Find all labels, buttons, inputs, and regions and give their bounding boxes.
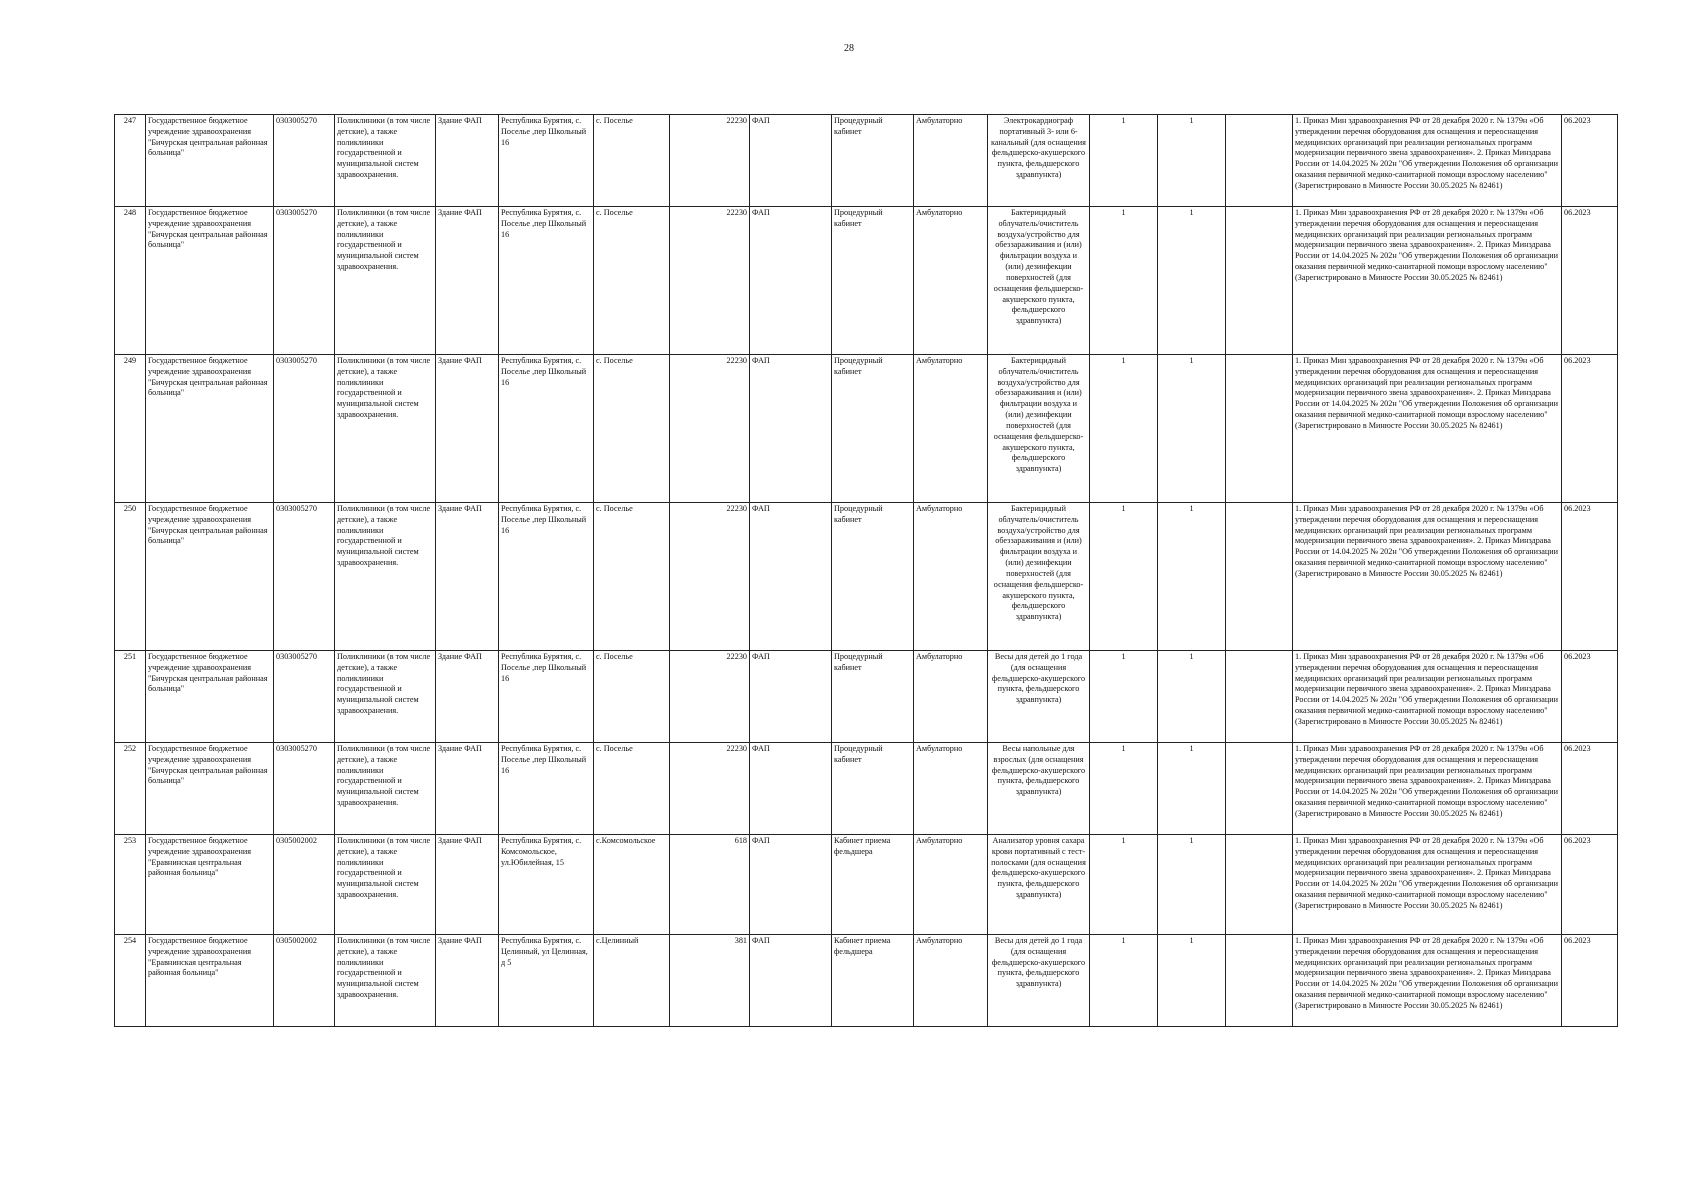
cabinet: Кабинет приема фельдшера [832,935,914,1027]
equipment-name: Электрокардиограф портативный 3- или 6-канальный (для оснащения фельдшерско-акушерского пункта, фельдшерского здравпункта) [988,115,1090,207]
building: Здание ФАП [436,651,499,743]
legal-basis: 1. Приказ Мин здравоохранения РФ от 28 декабря 2020 г. № 1379н «Об утверждении перечня оборудования для оснащения и переоснащения медицинских организаций при реализации региональных программ модернизации первичного звена здравоохранения». 2. Приказ Минздрава России от 14.04.2025 № 202н "Об утверждении Положения об организации оказания первичной медико-санитарной помощи взрослому населению" (Зарегистрировано в Минюсте России 30.05.2025 № 82461) [1293,503,1562,651]
date: 06.2023 [1562,115,1618,207]
building: Здание ФАП [436,115,499,207]
unit-type: ФАП [750,115,832,207]
equipment-table [114,114,1618,1027]
address: Республика Бурятия, с. Поселье ,пер Школьный 16 [499,355,594,503]
date: 06.2023 [1562,651,1618,743]
row-number: 247 [115,115,146,207]
empty-cell [1226,503,1293,651]
unit-type: ФАП [750,935,832,1027]
care-mode: Амбулаторно [914,207,988,355]
facility-type: Поликлиники (в том числе детские), а также поликлиники государственной и муниципальной систем здравоохранения. [335,115,436,207]
org-code: 0305002002 [274,835,335,935]
unit-type: ФАП [750,207,832,355]
address: Республика Бурятия, с. Поселье ,пер Школьный 16 [499,503,594,651]
facility-type: Поликлиники (в том числе детские), а также поликлиники государственной и муниципальной систем здравоохранения. [335,743,436,835]
quantity-planned: 1 [1158,835,1226,935]
facility-type: Поликлиники (в том числе детские), а также поликлиники государственной и муниципальной систем здравоохранения. [335,935,436,1027]
date: 06.2023 [1562,935,1618,1027]
equipment-name: Бактерицидный облучатель/очиститель воздуха/устройство для обеззараживания и (или) фильтрации воздуха и (или) дезинфекции поверхностей (для оснащения фельдшерско-акушерского пункта, фельдшерского здравпункта) [988,355,1090,503]
empty-cell [1226,207,1293,355]
page-number: 28 [844,43,854,54]
facility-type: Поликлиники (в том числе детские), а также поликлиники государственной и муниципальной систем здравоохранения. [335,207,436,355]
building: Здание ФАП [436,743,499,835]
address: Республика Бурятия, с. Комсомольское, ул.Юбилейная, 15 [499,835,594,935]
equipment-name: Бактерицидный облучатель/очиститель воздуха/устройство для обеззараживания и (или) фильтрации воздуха и (или) дезинфекции поверхностей (для оснащения фельдшерско-акушерского пункта, фельдшерского здравпункта) [988,207,1090,355]
settlement: с. Поселье [594,207,670,355]
population: 22230 [670,115,750,207]
organization-name: Государственное бюджетное учреждение здравоохранения "Бичурская центральная районная больница" [146,651,274,743]
table-row [115,115,1618,207]
table-row [115,355,1618,503]
cabinet: Процедурный кабинет [832,743,914,835]
legal-basis: 1. Приказ Мин здравоохранения РФ от 28 декабря 2020 г. № 1379н «Об утверждении перечня оборудования для оснащения и переоснащения медицинских организаций при реализации региональных программ модернизации первичного звена здравоохранения». 2. Приказ Минздрава России от 14.04.2025 № 202н "Об утверждении Положения об организации оказания первичной медико-санитарной помощи взрослому населению" (Зарегистрировано в Минюсте России 30.05.2025 № 82461) [1293,207,1562,355]
population: 618 [670,835,750,935]
empty-cell [1226,835,1293,935]
cabinet: Процедурный кабинет [832,355,914,503]
building: Здание ФАП [436,207,499,355]
table-row [115,935,1618,1027]
quantity-planned: 1 [1158,743,1226,835]
facility-type: Поликлиники (в том числе детские), а также поликлиники государственной и муниципальной систем здравоохранения. [335,835,436,935]
quantity-planned: 1 [1158,115,1226,207]
date: 06.2023 [1562,835,1618,935]
organization-name: Государственное бюджетное учреждение здравоохранения "Бичурская центральная районная больница" [146,207,274,355]
address: Республика Бурятия, с. Целинный, ул Целинная, д 5 [499,935,594,1027]
quantity-required: 1 [1090,651,1158,743]
empty-cell [1226,355,1293,503]
legal-basis: 1. Приказ Мин здравоохранения РФ от 28 декабря 2020 г. № 1379н «Об утверждении перечня оборудования для оснащения и переоснащения медицинских организаций при реализации региональных программ модернизации первичного звена здравоохранения». 2. Приказ Минздрава России от 14.04.2025 № 202н "Об утверждении Положения об организации оказания первичной медико-санитарной помощи взрослому населению" (Зарегистрировано в Минюсте России 30.05.2025 № 82461) [1293,743,1562,835]
address: Республика Бурятия, с. Поселье ,пер Школьный 16 [499,743,594,835]
equipment-name: Бактерицидный облучатель/очиститель воздуха/устройство для обеззараживания и (или) фильтрации воздуха и (или) дезинфекции поверхностей (для оснащения фельдшерско-акушерского пункта, фельдшерского здравпункта) [988,503,1090,651]
org-code: 0303005270 [274,651,335,743]
date: 06.2023 [1562,355,1618,503]
empty-cell [1226,935,1293,1027]
quantity-required: 1 [1090,115,1158,207]
settlement: с. Поселье [594,115,670,207]
unit-type: ФАП [750,355,832,503]
cabinet: Процедурный кабинет [832,115,914,207]
organization-name: Государственное бюджетное учреждение здравоохранения "Еравнинская центральная районная больница" [146,835,274,935]
organization-name: Государственное бюджетное учреждение здравоохранения "Бичурская центральная районная больница" [146,355,274,503]
date: 06.2023 [1562,503,1618,651]
org-code: 0303005270 [274,207,335,355]
care-mode: Амбулаторно [914,355,988,503]
quantity-planned: 1 [1158,207,1226,355]
settlement: с. Поселье [594,651,670,743]
legal-basis: 1. Приказ Мин здравоохранения РФ от 28 декабря 2020 г. № 1379н «Об утверждении перечня оборудования для оснащения и переоснащения медицинских организаций при реализации региональных программ модернизации первичного звена здравоохранения». 2. Приказ Минздрава России от 14.04.2025 № 202н "Об утверждении Положения об организации оказания первичной медико-санитарной помощи взрослому населению" (Зарегистрировано в Минюсте России 30.05.2025 № 82461) [1293,835,1562,935]
population: 22230 [670,743,750,835]
settlement: с.Целинный [594,935,670,1027]
empty-cell [1226,743,1293,835]
population: 22230 [670,355,750,503]
row-number: 250 [115,503,146,651]
settlement: с. Поселье [594,355,670,503]
date: 06.2023 [1562,207,1618,355]
facility-type: Поликлиники (в том числе детские), а также поликлиники государственной и муниципальной систем здравоохранения. [335,503,436,651]
address: Республика Бурятия, с. Поселье ,пер Школьный 16 [499,651,594,743]
quantity-planned: 1 [1158,935,1226,1027]
cabinet: Процедурный кабинет [832,207,914,355]
care-mode: Амбулаторно [914,651,988,743]
unit-type: ФАП [750,651,832,743]
row-number: 254 [115,935,146,1027]
equipment-name: Весы напольные для взрослых (для оснащения фельдшерско-акушерского пункта, фельдшерского здравпункта) [988,743,1090,835]
equipment-name: Весы для детей до 1 года (для оснащения фельдшерско-акушерского пункта, фельдшерского здравпункта) [988,935,1090,1027]
legal-basis: 1. Приказ Мин здравоохранения РФ от 28 декабря 2020 г. № 1379н «Об утверждении перечня оборудования для оснащения и переоснащения медицинских организаций при реализации региональных программ модернизации первичного звена здравоохранения». 2. Приказ Минздрава России от 14.04.2025 № 202н "Об утверждении Положения об организации оказания первичной медико-санитарной помощи взрослому населению" (Зарегистрировано в Минюсте России 30.05.2025 № 82461) [1293,935,1562,1027]
row-number: 249 [115,355,146,503]
quantity-planned: 1 [1158,355,1226,503]
table-row [115,743,1618,835]
population: 22230 [670,207,750,355]
row-number: 251 [115,651,146,743]
organization-name: Государственное бюджетное учреждение здравоохранения "Бичурская центральная районная больница" [146,743,274,835]
care-mode: Амбулаторно [914,503,988,651]
cabinet: Процедурный кабинет [832,503,914,651]
address: Республика Бурятия, с. Поселье ,пер Школьный 16 [499,115,594,207]
legal-basis: 1. Приказ Мин здравоохранения РФ от 28 декабря 2020 г. № 1379н «Об утверждении перечня оборудования для оснащения и переоснащения медицинских организаций при реализации региональных программ модернизации первичного звена здравоохранения». 2. Приказ Минздрава России от 14.04.2025 № 202н "Об утверждении Положения об организации оказания первичной медико-санитарной помощи взрослому населению" (Зарегистрировано в Минюсте России 30.05.2025 № 82461) [1293,355,1562,503]
quantity-required: 1 [1090,743,1158,835]
population: 22230 [670,503,750,651]
org-code: 0303005270 [274,355,335,503]
org-code: 0303005270 [274,115,335,207]
unit-type: ФАП [750,503,832,651]
building: Здание ФАП [436,935,499,1027]
org-code: 0303005270 [274,743,335,835]
address: Республика Бурятия, с. Поселье ,пер Школьный 16 [499,207,594,355]
building: Здание ФАП [436,835,499,935]
unit-type: ФАП [750,835,832,935]
table-row [115,503,1618,651]
organization-name: Государственное бюджетное учреждение здравоохранения "Бичурская центральная районная больница" [146,115,274,207]
care-mode: Амбулаторно [914,743,988,835]
quantity-required: 1 [1090,503,1158,651]
row-number: 248 [115,207,146,355]
organization-name: Государственное бюджетное учреждение здравоохранения "Еравнинская центральная районная больница" [146,935,274,1027]
settlement: с. Поселье [594,743,670,835]
quantity-required: 1 [1090,835,1158,935]
equipment-name: Весы для детей до 1 года (для оснащения фельдшерско-акушерского пункта, фельдшерского здравпункта) [988,651,1090,743]
settlement: с. Поселье [594,503,670,651]
organization-name: Государственное бюджетное учреждение здравоохранения "Бичурская центральная районная больница" [146,503,274,651]
cabinet: Кабинет приема фельдшера [832,835,914,935]
table-row [115,207,1618,355]
org-code: 0303005270 [274,503,335,651]
date: 06.2023 [1562,743,1618,835]
population: 22230 [670,651,750,743]
empty-cell [1226,115,1293,207]
quantity-planned: 1 [1158,503,1226,651]
unit-type: ФАП [750,743,832,835]
empty-cell [1226,651,1293,743]
row-number: 253 [115,835,146,935]
care-mode: Амбулаторно [914,935,988,1027]
table-row [115,835,1618,935]
legal-basis: 1. Приказ Мин здравоохранения РФ от 28 декабря 2020 г. № 1379н «Об утверждении перечня оборудования для оснащения и переоснащения медицинских организаций при реализации региональных программ модернизации первичного звена здравоохранения». 2. Приказ Минздрава России от 14.04.2025 № 202н "Об утверждении Положения об организации оказания первичной медико-санитарной помощи взрослому населению" (Зарегистрировано в Минюсте России 30.05.2025 № 82461) [1293,651,1562,743]
org-code: 0305002002 [274,935,335,1027]
row-number: 252 [115,743,146,835]
legal-basis: 1. Приказ Мин здравоохранения РФ от 28 декабря 2020 г. № 1379н «Об утверждении перечня оборудования для оснащения и переоснащения медицинских организаций при реализации региональных программ модернизации первичного звена здравоохранения». 2. Приказ Минздрава России от 14.04.2025 № 202н "Об утверждении Положения об организации оказания первичной медико-санитарной помощи взрослому населению" (Зарегистрировано в Минюсте России 30.05.2025 № 82461) [1293,115,1562,207]
population: 381 [670,935,750,1027]
quantity-required: 1 [1090,355,1158,503]
building: Здание ФАП [436,355,499,503]
facility-type: Поликлиники (в том числе детские), а также поликлиники государственной и муниципальной систем здравоохранения. [335,355,436,503]
settlement: с.Комсомольское [594,835,670,935]
building: Здание ФАП [436,503,499,651]
quantity-planned: 1 [1158,651,1226,743]
cabinet: Процедурный кабинет [832,651,914,743]
facility-type: Поликлиники (в том числе детские), а также поликлиники государственной и муниципальной систем здравоохранения. [335,651,436,743]
care-mode: Амбулаторно [914,835,988,935]
table-row [115,651,1618,743]
equipment-name: Анализатор уровня сахара крови портативный с тест-полосками (для оснащения фельдшерско-акушерского пункта, фельдшерского здравпункта) [988,835,1090,935]
quantity-required: 1 [1090,935,1158,1027]
quantity-required: 1 [1090,207,1158,355]
care-mode: Амбулаторно [914,115,988,207]
